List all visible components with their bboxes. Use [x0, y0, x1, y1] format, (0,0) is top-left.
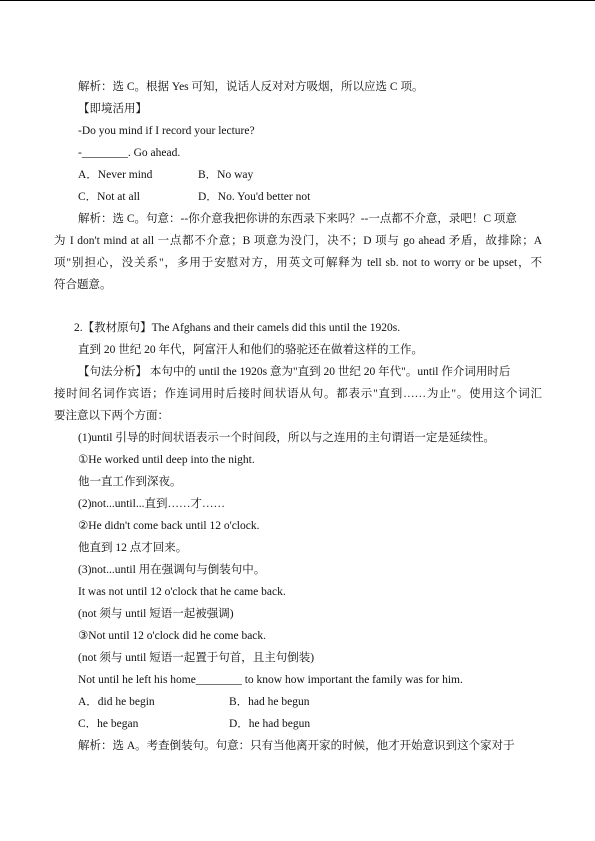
example-3a: It was not until 12 o'clock that he came back.	[78, 586, 286, 598]
example-3b-note: (not 须与 until 短语一起置于句首，且主句倒装)	[78, 652, 315, 664]
point-1: (1)until 引导的时间状语表示一个时间段，所以与之连用的主句谓语一定是延续性。	[78, 432, 495, 444]
answer-blank-line: -________. Go ahead.	[78, 147, 181, 159]
analysis-paragraph-2-line-4: 符合题意。	[54, 279, 112, 291]
exercise-analysis: 解析：选 A。考查倒装句。句意：只有当他离开家的时候，他才开始意识到这个家对于	[78, 740, 515, 752]
textbook-translation: 直到 20 世纪 20 年代，阿富汗人和他们的骆驼还在做着这样的工作。	[78, 344, 423, 356]
exercise-option-d: D．he had begun	[229, 718, 311, 730]
example-3b: ③Not until 12 o'clock did he come back.	[78, 630, 267, 642]
option-c: C．Not at all	[78, 191, 140, 203]
section-heading-practice: 【即境活用】	[78, 103, 147, 115]
point-2: (2)not...until...直到……才……	[78, 498, 225, 510]
exercise-option-c: C．he began	[78, 718, 139, 730]
syntax-analysis-line-2: 接时间名词作宾语；作连词用时后接时间状语从句。都表示"直到……为止"。使用这个词汇	[54, 388, 542, 400]
analysis-paragraph-2-line-2: 为 I don't mind at all 一点都不介意；B 项意为没门，决不；D 项与 go ahead 矛盾，故排除；A	[54, 235, 542, 247]
example-2: ②He didn't come back until 12 o'clock.	[78, 520, 260, 532]
option-a: A．Never mind	[78, 169, 153, 181]
exercise-option-b: B．had he begun	[229, 696, 310, 708]
syntax-analysis-line-1: 【句法分析】 本句中的 until the 1920s 意为"直到 20 世纪 20 年代"。until 作介词用时后	[78, 366, 511, 378]
analysis-paragraph-2-line-1: 解析：选 C。句意：--你介意我把你讲的东西录下来吗？--一点都不介意，录吧！C 项意	[78, 213, 517, 225]
question-line: -Do you mind if I record your lecture?	[78, 125, 255, 137]
textbook-sentence: 2.【教材原句】The Afghans and their camels did this until the 1920s.	[74, 322, 401, 334]
example-1: ①He worked until deep into the night.	[78, 454, 255, 466]
option-d: D．No. You'd better not	[198, 191, 311, 203]
syntax-analysis-line-3: 要注意以下两个方面：	[54, 410, 169, 422]
example-2-translation: 他直到 12 点才回来。	[78, 542, 188, 554]
point-3: (3)not...until 用在强调句与倒装句中。	[78, 564, 266, 576]
analysis-paragraph-1: 解析：选 C。根据 Yes 可知，说话人反对对方吸烟，所以应选 C 项。	[78, 81, 424, 93]
option-b: B．No way	[198, 169, 254, 181]
top-rule	[0, 0, 595, 1]
analysis-paragraph-2-line-3: 项"别担心，没关系"，多用于安慰对方，用英文可解释为 tell sb. not to worry or be upset，不	[54, 257, 542, 269]
exercise-option-a: A．did he begin	[78, 696, 155, 708]
example-1-translation: 他一直工作到深夜。	[78, 476, 182, 488]
example-3a-note: (not 须与 until 短语一起被强调)	[78, 608, 234, 620]
exercise-question: Not until he left his home________ to know how important the family was for him.	[78, 674, 463, 686]
